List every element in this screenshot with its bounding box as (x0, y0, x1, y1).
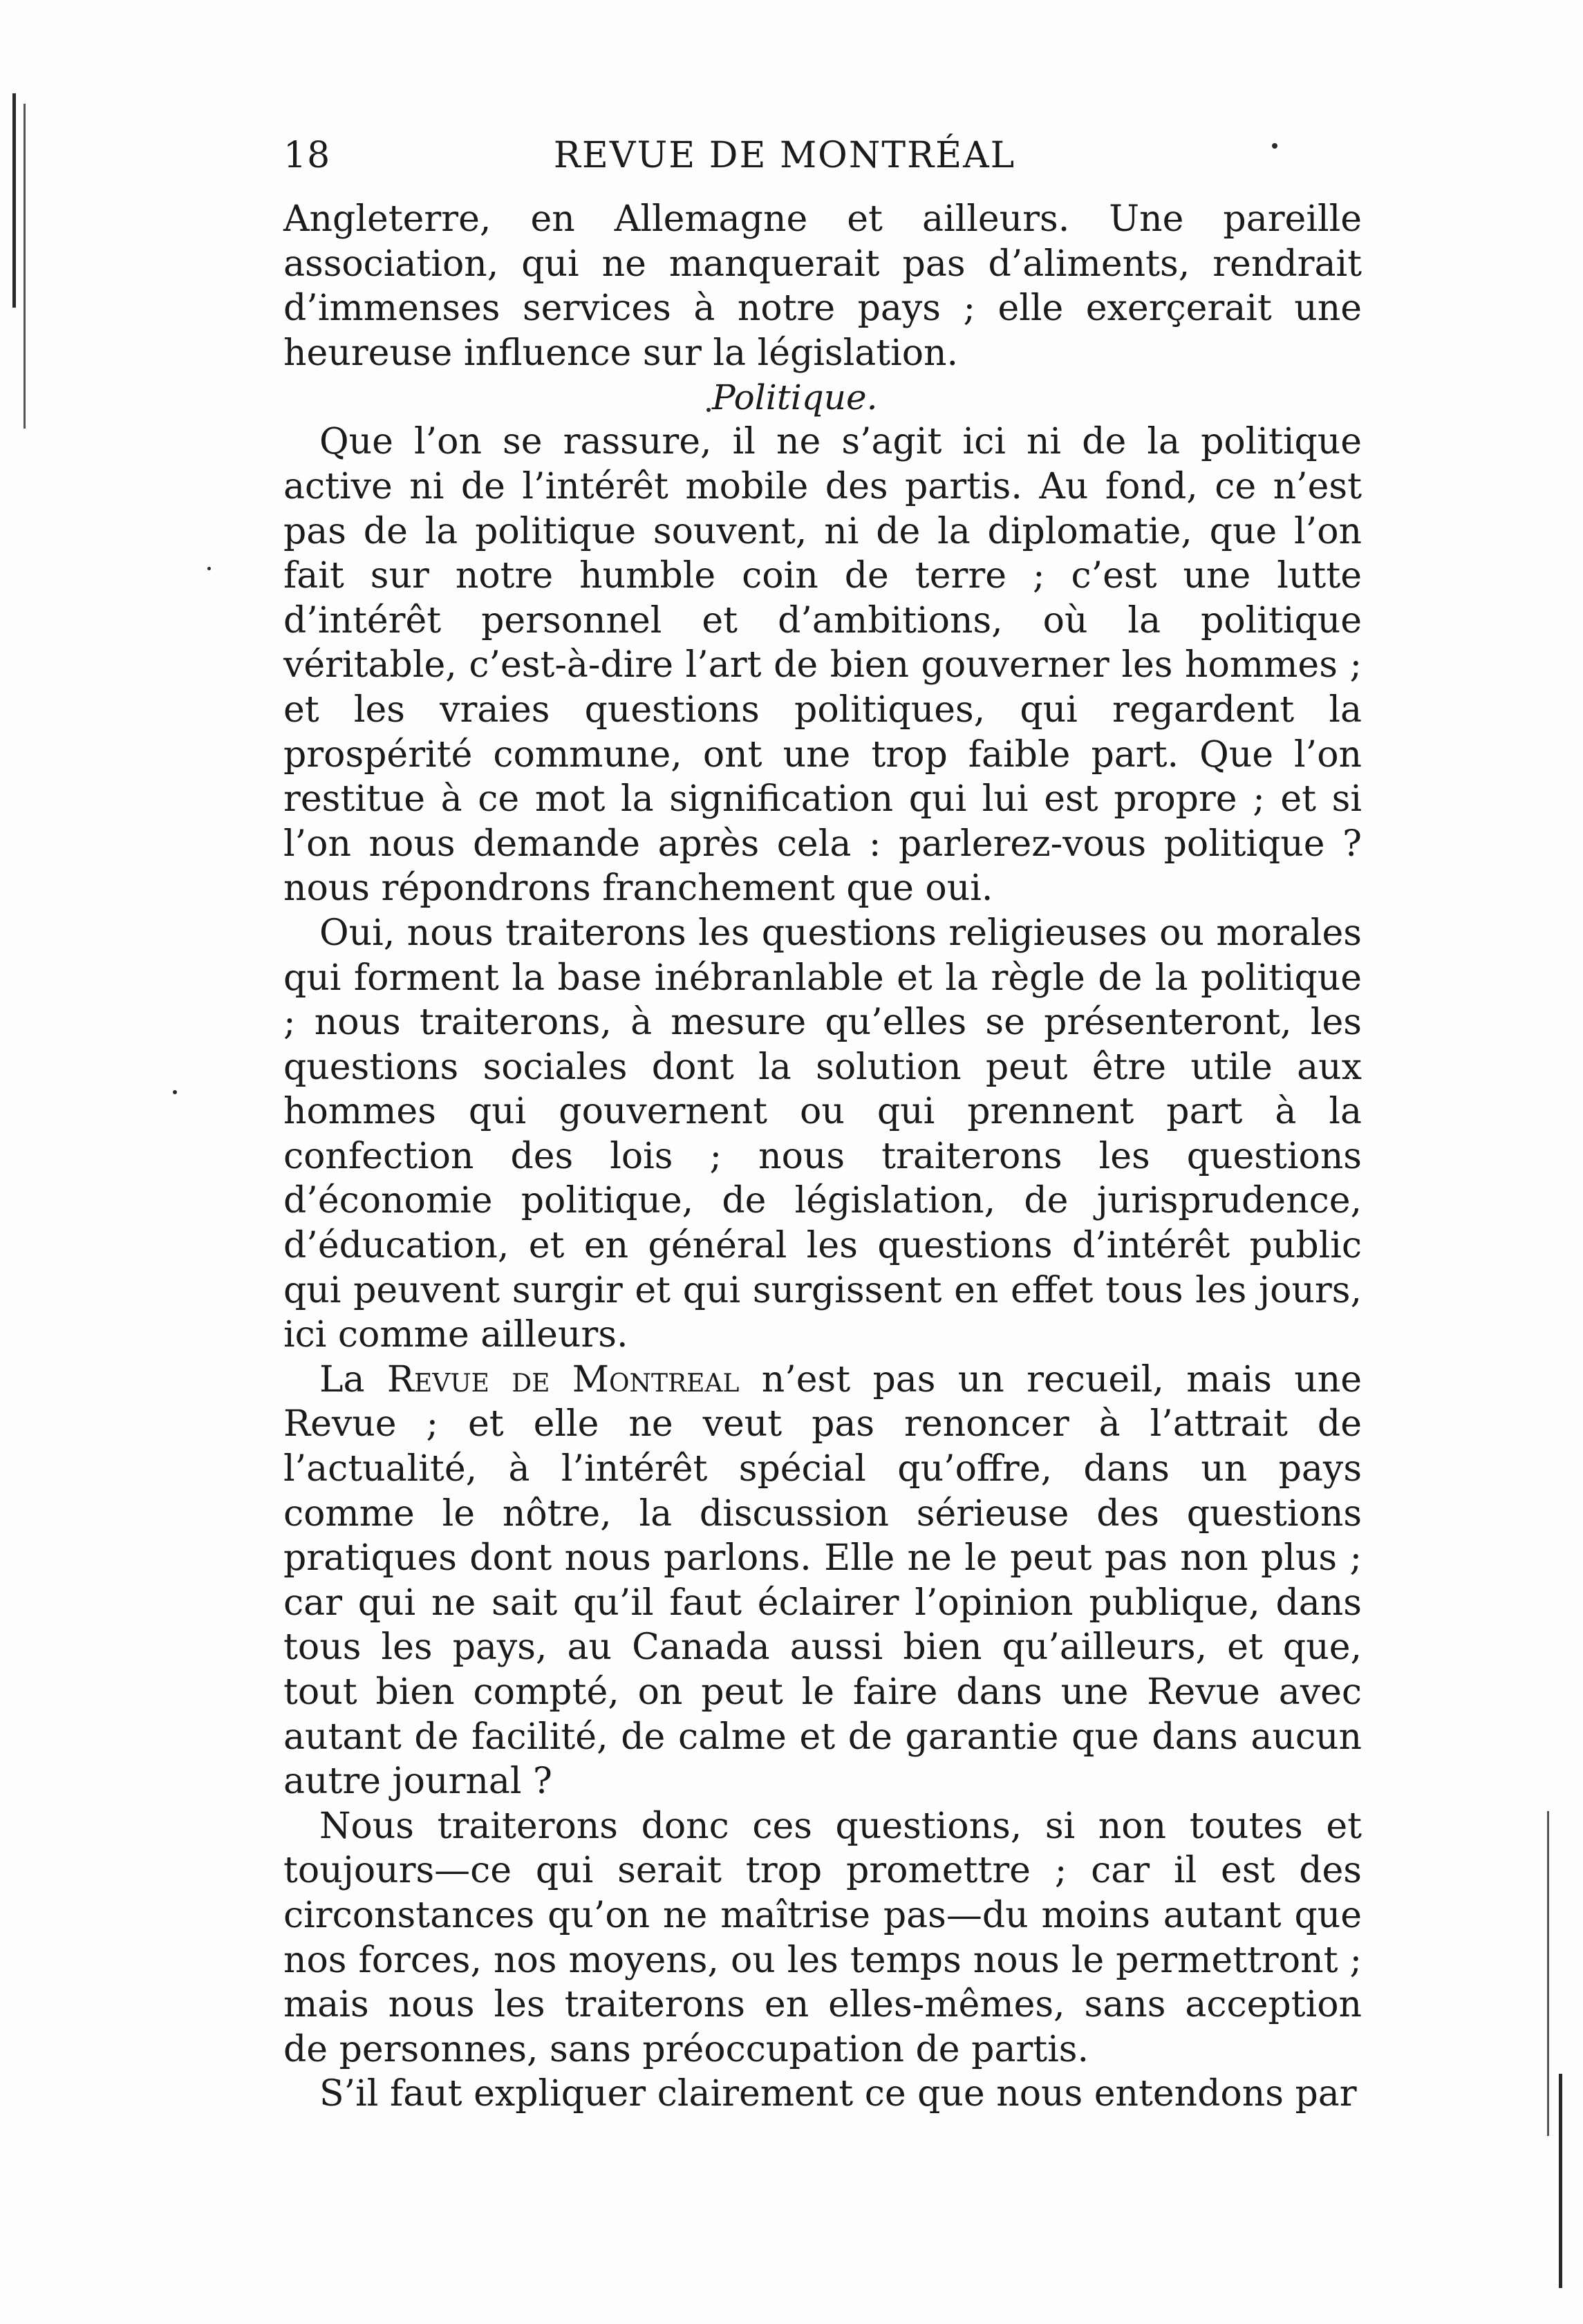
page-header (283, 124, 1286, 187)
scan-edge-mark (1547, 1811, 1549, 2136)
page-number: 18 (283, 135, 331, 176)
body-text (283, 197, 1362, 2117)
paragraph (283, 1358, 1362, 1804)
scan-edge-mark (12, 93, 16, 308)
paragraph: Oui, nous traiterons les questions religieuses ou morales qui forment la base inébranlable et la règle de la politique ; nous traiterons, à mesure qu’elles se présenteront, les questions sociales dont la solution peut être utile aux hommes qui gouvernent ou qui prennent part à la confection des lois ; nous traiterons les questions d’économie politique, de législation, de jurisprudence, d’éducation, et en général les questions d’intérêt public qui peuvent surgir et qui surgissent en effet tous les jours, ici comme ailleurs. (283, 912, 1362, 1356)
scan-edge-mark (24, 104, 26, 429)
scan-edge-mark (1559, 2074, 1562, 2288)
section-heading: Politique. (712, 377, 878, 418)
scan-speck (207, 567, 211, 570)
paragraph: Que l’on se rassure, il ne s’agit ici ni de la politique active ni de l’intérêt mobile des partis. Au fond, ce n’est pas de la politique souvent, ni de la diplomatie, que l’on fait sur notre humble coin de terre ; c’est une lutte d’intérêt personnel et d’ambitions, où la politique véritable, c’est-à-dire l’art de bien gouverner les hommes ; et les vraies questions politiques, qui regardent la prospérité commune, ont une trop faible part. Que l’on restitue à ce mot la signification qui lui est propre ; et si l’on nous demande après cela : parlerez-vous politique ? nous répondrons franchement que oui. (283, 421, 1362, 910)
scan-speck (173, 1090, 177, 1094)
paragraph: S’il faut expliquer clairement ce que nous entendons par (319, 2073, 1357, 2115)
running-title: REVUE DE MONTRÉAL (553, 135, 1016, 176)
paragraph-lead: La (319, 1358, 387, 1400)
paragraph: Nous traiterons donc ces questions, si non toutes et toujours—ce qui serait trop promettre ; car il est des circonstances qu’on ne maîtrise pas—du moins autant que nos forces, nos moyens, ou les temps nous le permettront ; mais nous les traiterons en elles-mêmes, sans acception de personnes, sans préoccupation de partis. (283, 1805, 1362, 2070)
paragraph: Angleterre, en Allemagne et ailleurs. Une pareille association, qui ne manquerait pas d’aliments, rendrait d’immenses services à notre pays ; elle exerçerait une heureuse influence sur la législation. (283, 198, 1362, 374)
journal-title: Revue de Montreal (386, 1358, 740, 1400)
paragraph-rest: n’est pas un recueil, mais une Revue ; et elle ne veut pas renoncer à l’attrait de l’actualité, à l’intérêt spécial qu’offre, dans un pays comme le nôtre, la discussion sérieuse des questions pratiques dont nous parlons. Elle ne le peut pas non plus ; car qui ne sait qu’il faut éclairer l’opinion publique, dans tous les pays, au Canada aussi bien qu’ailleurs, et que, tout bien compté, on peut le faire dans une Revue avec autant de facilité, de calme et de garantie que dans aucun autre journal ? (283, 1358, 1362, 1803)
